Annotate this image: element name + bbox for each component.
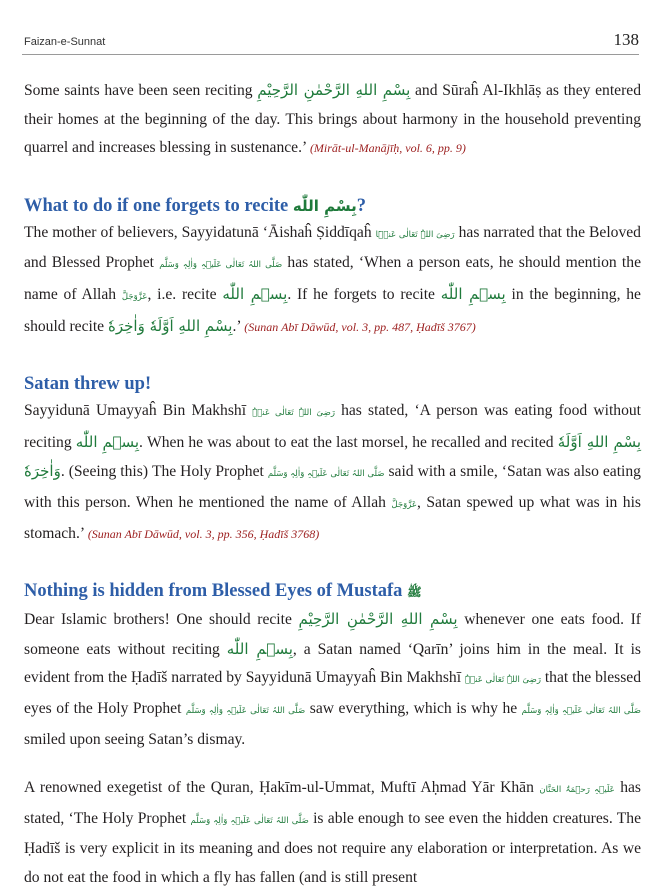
heading-forgets-to-recite: What to do if one forgets to recite بِسْمِ اللّٰه? — [24, 195, 366, 216]
paragraph-islamic-brothers: Dear Islamic brothers! One should recite بِسْمِ اللهِ الرَّحْمٰنِ الرَّحِيْمِ whenever one eats food. If someone eats without reciting بِسۡمِ اللّٰه, a Satan named ‘Qarīn’ joins him in the meal. It is evident from the Ḥadīš narrated by Sayyidunā Umayyaĥ Bin Makhshī رَضِیَ اللہُ تَعَالٰی عَنۡہُ that the blessed eyes of the Holy Prophet صَلَّی اللہُ تَعَالٰی عَلَیۡہِ وَاٰلِہٖ وَسَلَّم saw everything, which is why he صَلَّی اللہُ تَعَالٰی عَلَیۡہِ وَاٰلِہٖ وَسَلَّم smiled upon seeing Satan’s dismay. — [24, 610, 642, 748]
honorific-sallallahu: صَلَّی اللہُ تَعَالٰی عَلَیۡہِ وَاٰلِہٖ وَسَلَّم — [159, 260, 283, 271]
arabic-bismillah-short: بِسۡمِ اللّٰه — [222, 284, 288, 303]
honorific-sallallahu: صَلَّی اللہُ تَعَالٰی عَلَیۡہِ وَاٰلِہٖ وَسَلَّم — [185, 705, 306, 716]
page-header — [22, 28, 639, 55]
arabic-bismillah-awwalahu: بِسْمِ اللهِ اَوَّلَهٗ وَاٰخِرَهٗ — [24, 432, 641, 481]
arabic-bismillah-short: بِسۡمِ اللّٰه — [226, 639, 293, 658]
citation: (Sunan Abī Dāwūd, vol. 3, pp. 487, Ḥadīš 3767) — [244, 319, 476, 334]
paragraph-renowned-exegetist: A renowned exegetist of the Quran, Ḥakīm-ul-Ummat, Muftī Aḥmad Yār Khān عَلَیۡہِ رَحۡمَۃُ الحَنَّان has stated, ‘The Holy Prophet صَلَّی اللہُ تَعَالٰی عَلَیۡہِ وَاٰلِہٖ وَسَلَّم is able enough to see even the hidden creatures. The Ḥadīš is very explicit in its meaning and does not require any elaboration or interpretation. As we do not eat the food in which a fly has fallen (and is still present — [24, 779, 641, 886]
arabic-bismillah-short: بِسۡمِ اللّٰه — [440, 284, 506, 303]
citation: (Sunan Abī Dāwūd, vol. 3, pp. 356, Ḥadīš 3768) — [87, 526, 320, 541]
citation: (Mirāt-ul-Manājīḥ, vol. 6, pp. 9) — [309, 141, 466, 156]
honorific-sallallahu: صَلَّی اللہُ تَعَالٰی عَلَیۡہِ وَاٰلِہٖ وَسَلَّم — [521, 705, 642, 716]
honorific-sallallahu: صَلَّی اللہُ تَعَالٰی عَلَیۡہِ وَاٰلِہٖ وَسَلَّم — [267, 469, 385, 480]
honorific-rahmatullah: عَلَیۡہِ رَحۡمَۃُ الحَنَّان — [539, 785, 615, 796]
paragraph-umayyah-narration: Sayyidunā Umayyaĥ Bin Makhshī رَضِیَ اللہُ تَعَالٰی عَنۡہُ has stated, ‘A person was eating food without reciting بِسۡمِ اللّٰه. When he was about to eat the last morsel, he recalled and recited بِسْمِ اللهِ اَوَّلَهٗ وَاٰخِرَهٗ. (Seeing this) The Holy Prophet صَلَّی اللہُ تَعَالٰی عَلَیۡہِ وَاٰلِہٖ وَسَلَّم said with a smile, ‘Satan was also eating with this person. When he mentioned the name of Allah عَزَّوَجَلَّ, Satan spewed up what was in his stomach.’ (Sunan Abī Dāwūd, vol. 3, pp. 356, Ḥadīš 3768) — [24, 402, 642, 542]
honorific-sallallahu: صَلَّی اللہُ تَعَالٰی عَلَیۡہِ وَاٰلِہٖ وَسَلَّم — [190, 815, 309, 826]
paragraph-saints-reciting: Some saints have been seen reciting بِسْمِ اللهِ الرَّحْمٰنِ الرَّحِيْمِ and Sūraĥ Al-Ikhlāṣ as they entered their homes at the beginning of the day. This brings about harmony in the household preventing quarrel and increases blessing in sustenance.’ (Mirāt-ul-Manājīḥ, vol. 6, pp. 9) — [24, 81, 642, 157]
arabic-bismillah: بِسْمِ اللّٰه — [292, 196, 357, 215]
paragraph-mother-of-believers: The mother of believers, Sayyidatunā ‘Āishaĥ Ṣiddīqaĥ رَضِیَ اللہُ تَعَالٰی عَنۡہَا has narrated that the Beloved and Blessed Prophet صَلَّی اللہُ تَعَالٰی عَلَیۡہِ وَاٰلِہٖ وَسَلَّم has stated, ‘When a person eats, he should mention the name of Allah عَزَّوَجَلَّ, i.e. recite بِسۡمِ اللّٰه. If he forgets to recite بِسۡمِ اللّٰه in the beginning, he should recite بِسْمِ اللهِ اَوَّلَهٗ وَاٰخِرَهٗ.’ (Sunan Abī Dāwūd, vol. 3, pp. 487, Ḥadīš 3767) — [24, 223, 641, 335]
honorific-azza-wa-jal: عَزَّوَجَلَّ — [391, 499, 417, 510]
arabic-bismillah: بِسْمِ اللهِ الرَّحْمٰنِ الرَّحِيْمِ — [257, 81, 411, 99]
honorific-radiyallahu-anha: رَضِیَ اللہُ تَعَالٰی عَنۡہَا — [375, 229, 455, 240]
arabic-bismillah-awwalahu: بِسْمِ اللهِ اَوَّلَهٗ وَاٰخِرَهٗ — [108, 316, 233, 335]
book-title: Faizan-e-Sunnat — [24, 36, 106, 48]
heading-nothing-hidden: Nothing is hidden from Blessed Eyes of Mustafa ﷺ — [24, 581, 422, 602]
heading-satan-threw-up: Satan threw up! — [24, 374, 152, 395]
honorific-radiyallahu-anhu: رَضِیَ اللہُ تَعَالٰی عَنۡہُ — [464, 675, 541, 686]
honorific-radiyallahu-anhu: رَضِیَ اللہُ تَعَالٰی عَنۡہُ — [252, 408, 335, 419]
arabic-bismillah: بِسْمِ اللهِ الرَّحْمٰنِ الرَّحِيْمِ — [298, 610, 458, 629]
page-number: 138 — [613, 30, 639, 49]
honorific-mustafa: ﷺ — [407, 585, 422, 600]
arabic-bismillah-short: بِسۡمِ اللّٰه — [75, 432, 140, 451]
page-content — [24, 76, 641, 892]
honorific-azza-wa-jal: عَزَّوَجَلَّ — [121, 291, 148, 302]
